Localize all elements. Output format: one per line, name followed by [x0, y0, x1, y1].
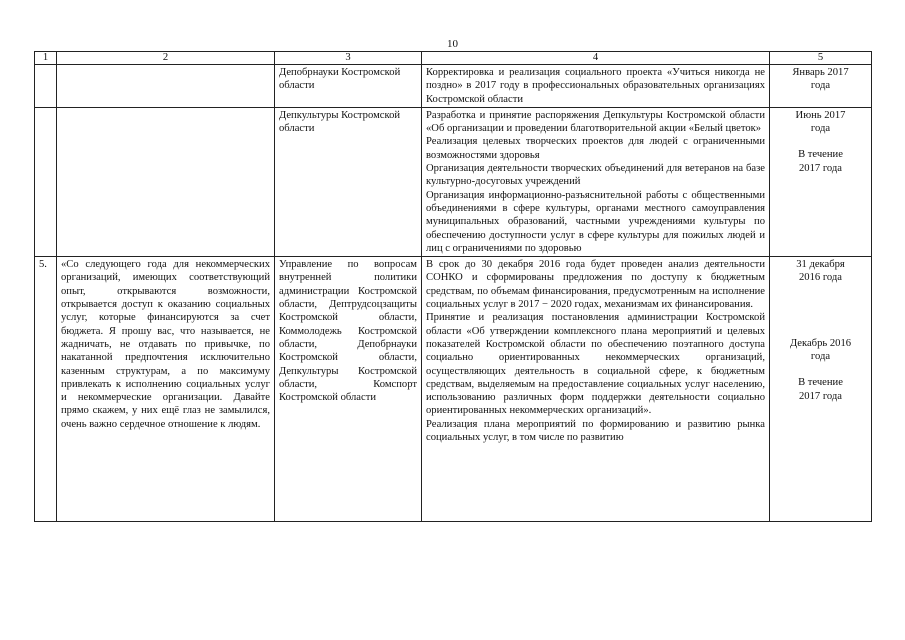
table-header-row	[35, 52, 872, 65]
row-number-cell: 5.	[35, 257, 57, 522]
actions-cell	[422, 257, 770, 522]
term-item: В течение 2017 года	[798, 149, 843, 174]
term-item: Декабрь 2016 года	[789, 337, 852, 363]
term-item: В течение 2017 года	[798, 377, 843, 402]
action-item: Организация деятельности творческих объединений для ветеранов на базе культурно-досуговых учреждений	[426, 163, 765, 188]
actions-cell	[422, 107, 770, 256]
table-row	[35, 65, 872, 108]
action-item: В срок до 30 декабря 2016 года будет проведен анализ деятельности СОНКО и сформированы предложения по доступу к бюджетным средствам, по объемам финансирования, предусмотренным на исполнение социальных услуг в 2017 − 2020 годах, механизмам их финансирования.	[426, 259, 765, 311]
term-cell	[770, 107, 872, 256]
column-number-3: 3	[275, 52, 422, 65]
quote-cell	[57, 107, 275, 256]
quote-cell	[57, 257, 275, 522]
action-item: Принятие и реализация постановления администрации Костромской области «Об утверждении комплексного плана мероприятий и целевых показателей Костромской области по обеспечению поэтапного доступа социально ориентированных некоммерческих организаций, осуществляющих деятельность в социальной сфере, к бюджетным средствам, выделяемым на предоставление социальных услуг населению, использованию различных форм поддержки деятельности социально ориентированных некоммерческих организаций».	[426, 312, 765, 417]
responsible-org-cell	[275, 65, 422, 108]
column-number-2: 2	[57, 52, 275, 65]
column-number-4: 4	[422, 52, 770, 65]
action-item: Разработка и принятие распоряжения Депкультуры Костромской области «Об организации и проведении благотворительной акции «Белый цветок»	[426, 109, 765, 135]
table-row	[35, 107, 872, 256]
action-item: Реализация плана мероприятий по формированию и развитию рынка социальных услуг, в том числе по развитию	[426, 418, 765, 444]
term-item: 31 декабря 2016 года	[796, 259, 845, 284]
action-item: Реализация целевых творческих проектов для людей с ограниченными возможностями здоровья	[426, 136, 765, 161]
row-number-cell	[35, 65, 57, 108]
actions-cell	[422, 65, 770, 108]
responsible-org: Депкультуры Костромской области	[279, 109, 401, 135]
table-row	[35, 257, 872, 522]
presidential-quote: «Со следующего года для некоммерческих организаций, имеющих соответствующий опыт, открываются возможности, открывается доступ к оказанию социальных услуг, которые финансируются за счет бюджета. Я прошу вас, что называется, не жадничать, не отдавать по привычке, по накатанной предпочтения исключительно казенным структурам, а по максимуму привлекать к исполнению социальных услуг и некоммерческие организации. Давайте прямо скажем, у них ещё глаз не замылился, очень важно сердечное отношение к людям.	[61, 259, 270, 430]
term-cell	[770, 257, 872, 522]
responsible-org-cell	[275, 257, 422, 522]
term-item: Январь 2017 года	[792, 67, 849, 92]
responsible-org: Управление по вопросам внутренней политики администрации Костромской области, Дептрудсоцзащиты Костромской области, Коммолодежь Костромской области, Депобрнауки Костромской области, Депкультуры Костромской области, Комспорт Костромской области	[279, 259, 417, 404]
page-number: 10	[447, 38, 458, 50]
term-item: Июнь 2017 года	[795, 109, 846, 135]
responsible-org-cell	[275, 107, 422, 256]
column-number-5: 5	[770, 52, 872, 65]
action-item: Корректировка и реализация социального проекта «Учиться никогда не поздно» в 2017 году в профессиональных образовательных организациях Костромской области	[426, 67, 765, 105]
quote-cell	[57, 65, 275, 108]
column-number-1: 1	[35, 52, 57, 65]
term-cell	[770, 65, 872, 108]
row-number-cell	[35, 107, 57, 256]
responsible-org: Депобрнауки Костромской области	[279, 67, 401, 92]
action-item: Организация информационно-разъяснительной работы с общественными объединениями в сфере культуры, органами местного самоуправления муниципальных образований, частными учреждениями культуры по обеспечению доступности услуг в сфере культуры для пожилых людей и лиц с ограничениями по здоровью	[426, 189, 765, 254]
plan-table	[34, 51, 872, 522]
